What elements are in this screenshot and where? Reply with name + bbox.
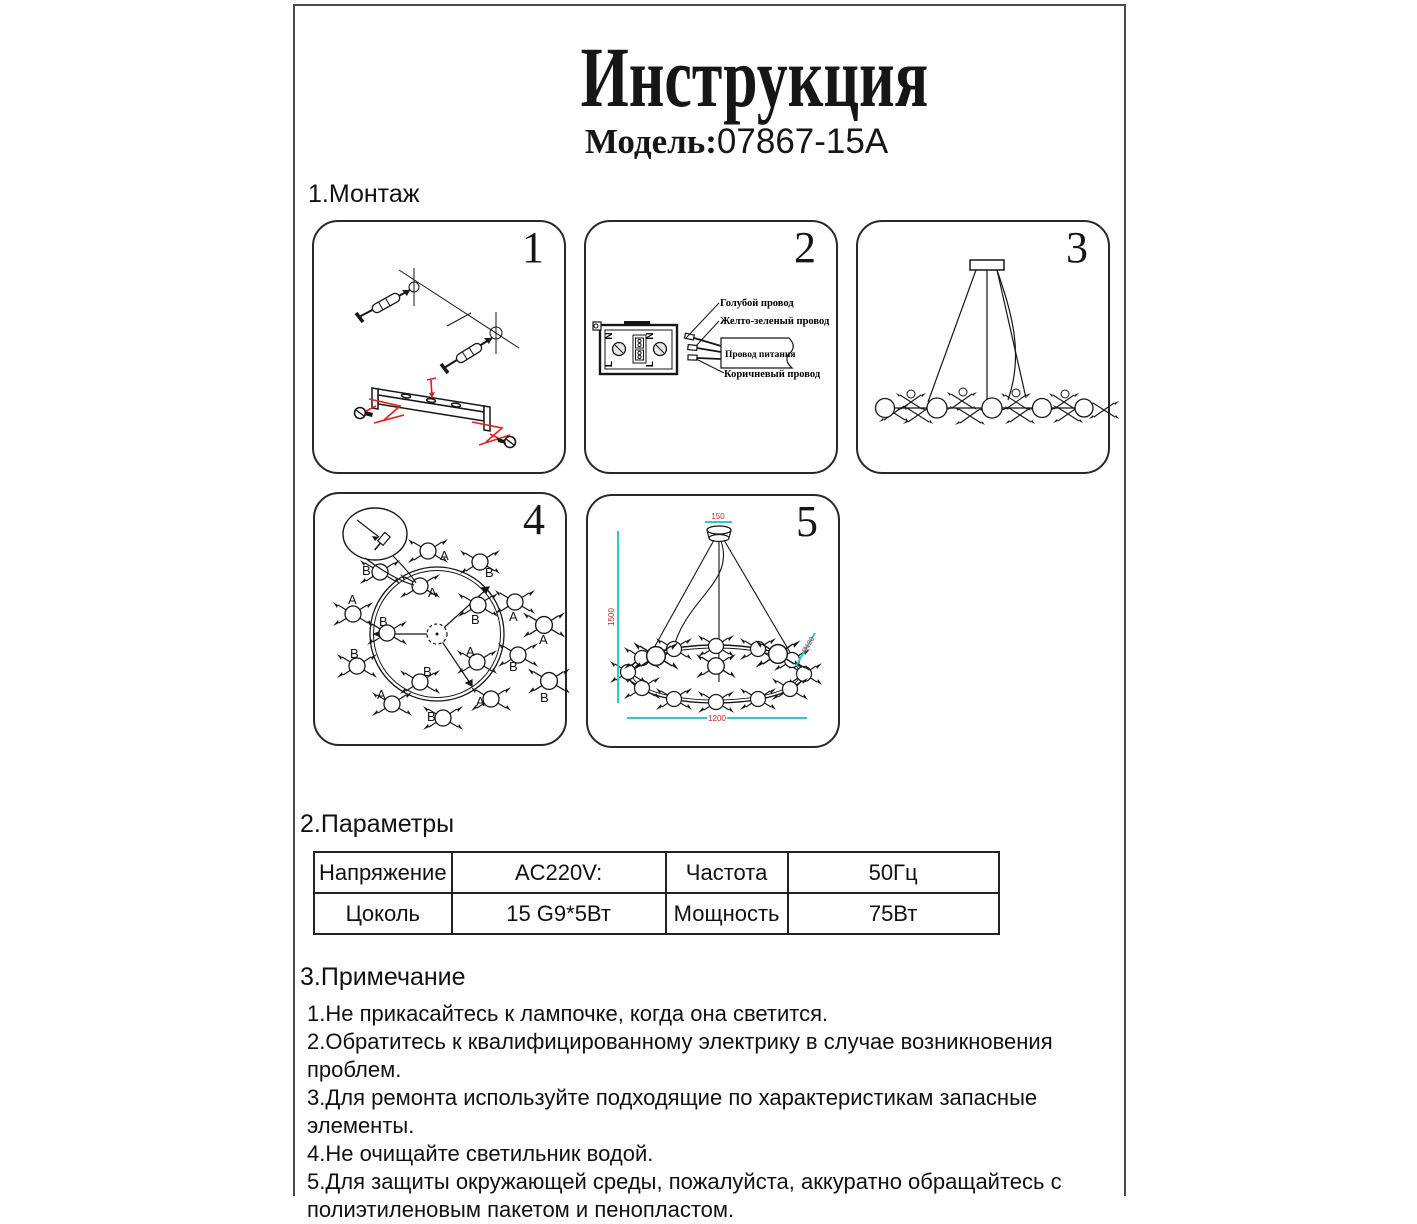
panel-3-hanging	[856, 220, 1110, 474]
note-item: 2.Обратитесь к квалифицированному электрику в случае возникновения проблем.	[307, 1029, 1053, 1082]
page-title: Инструкция	[580, 29, 929, 125]
terminal-l-left: L	[604, 360, 615, 368]
terminal-n-right: N	[645, 332, 656, 340]
dimension-width	[627, 714, 807, 723]
svg-text:B: B	[427, 709, 436, 724]
note-item: 3.Для ремонта используйте подходящие по характеристикам запасные элементы.	[307, 1085, 1038, 1138]
screw-anchor-1	[356, 290, 410, 322]
panel-5-dimensions	[586, 494, 840, 748]
table-row	[314, 852, 999, 893]
panel-number: 1	[522, 223, 544, 272]
svg-text:B: B	[350, 646, 359, 661]
svg-text:Ø120: Ø120	[801, 636, 817, 655]
svg-text:A: A	[348, 592, 357, 607]
panel-number: 5	[796, 497, 818, 546]
svg-text:B: B	[423, 664, 432, 679]
screw-anchor-2	[441, 338, 492, 373]
note-item: 5.Для защиты окружающей среды, пожалуйста, аккуратно обращайтесь с полиэтиленовым пакетом и пенопластом.	[307, 1169, 1062, 1222]
svg-text:A: A	[466, 644, 475, 659]
note-item: 1.Не прикасайтесь к лампочке, когда она светится.	[307, 1001, 829, 1026]
panel-1-mounting	[312, 220, 566, 474]
section-heading-montage: 1.Монтаж	[308, 180, 420, 208]
svg-text:150: 150	[711, 512, 725, 521]
ring-flowers	[610, 635, 822, 713]
wire-label-power: Провод питания	[725, 350, 796, 360]
param-voltage-value: AC220V:	[452, 852, 666, 893]
svg-text:1200: 1200	[708, 714, 726, 723]
param-frequency-value: 50Гц	[788, 852, 999, 893]
wires	[694, 338, 721, 359]
terminal-block	[593, 321, 677, 374]
svg-text:B: B	[485, 565, 494, 580]
svg-text:B: B	[379, 614, 388, 629]
detail-flowers	[523, 612, 570, 705]
panel-2-wiring	[584, 220, 838, 474]
panel-number: 3	[1066, 223, 1088, 272]
svg-text:A: A	[509, 609, 518, 624]
svg-text:A: A	[476, 694, 485, 709]
wire-label-blue: Голубой провод	[720, 298, 794, 309]
svg-text:B: B	[362, 563, 371, 578]
svg-text:B: B	[471, 612, 480, 627]
svg-text:A: A	[440, 548, 449, 563]
suspension-wires	[928, 270, 1026, 404]
section-heading-notes: 3.Примечание	[300, 963, 466, 991]
param-voltage-label: Напряжение	[314, 852, 452, 893]
param-power-value: 75Вт	[788, 893, 999, 934]
note-item: 4.Не очищайте светильник водой.	[307, 1141, 654, 1166]
wire-label-brown: Коричневый провод	[724, 369, 821, 380]
center-hub	[427, 624, 447, 644]
param-power-label: Мощность	[666, 893, 788, 934]
header	[293, 29, 1126, 162]
dimension-canopy	[705, 512, 732, 522]
table-row	[314, 893, 999, 934]
param-socket-value: 15 G9*5Вт	[452, 893, 666, 934]
dimension-height	[607, 531, 618, 703]
svg-text:A: A	[377, 687, 386, 702]
panel-number: 2	[794, 223, 816, 272]
model-label: Модель:	[584, 122, 717, 161]
dimension-globe	[796, 633, 816, 666]
wire-label-yellow-green: Желто-зеленый провод	[720, 316, 830, 327]
drill-line-group	[399, 268, 519, 354]
notes-list	[307, 1000, 1127, 1224]
chandelier-body	[876, 388, 1120, 425]
section-heading-params: 2.Параметры	[300, 810, 455, 838]
svg-text:1500: 1500	[607, 608, 616, 626]
model-number: 07867-15A	[716, 122, 889, 161]
model-line	[320, 122, 1153, 162]
ceiling-canopy	[970, 260, 1004, 270]
svg-text:A: A	[428, 585, 437, 600]
canopy	[707, 526, 731, 542]
panel-4-top-view	[313, 492, 567, 746]
svg-text:B: B	[509, 659, 518, 674]
terminal-n-left: N	[604, 332, 615, 340]
param-socket-label: Цоколь	[314, 893, 452, 934]
svg-text:A: A	[539, 632, 548, 647]
svg-text:B: B	[540, 690, 549, 705]
panel-number: 4	[523, 495, 545, 544]
terminal-l-right: L	[645, 360, 656, 368]
param-frequency-label: Частота	[666, 852, 788, 893]
params-table	[313, 851, 1000, 935]
